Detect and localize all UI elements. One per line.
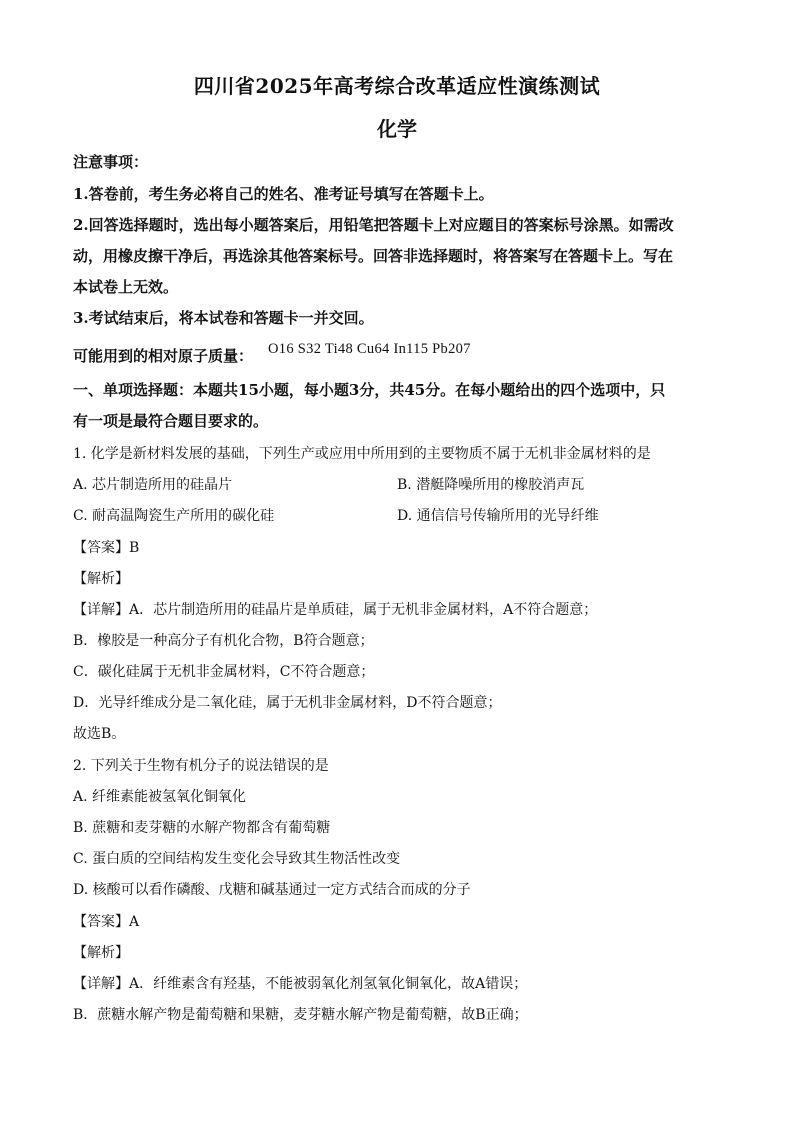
note-1: 1.答卷前，考生务必将自己的姓名、准考证号填写在答题卡上。: [73, 185, 494, 203]
q1-option-c: C. 耐高温陶瓷生产所用的碳化硅: [73, 508, 275, 524]
q2-option-b: B. 蔗糖和麦芽糖的水解产物都含有葡萄糖: [73, 820, 331, 836]
page-title: 四川省2025年高考综合改革适应性演练测试: [193, 74, 601, 98]
note-2-line-2: 动，用橡皮擦干净后，再选涂其他答案标号。回答非选择题时，将答案写在答题卡上。写在: [73, 247, 674, 265]
notes-heading: 注意事项：: [73, 153, 149, 171]
q2-analysis-label: 【解析】: [73, 945, 129, 961]
subject-title: 化学: [377, 117, 417, 141]
q2-option-c: C. 蛋白质的空间结构发生变化会导致其生物活性改变: [73, 851, 401, 867]
q1-detail: 【详解】A．芯片制造所用的硅晶片是单质硅，属于无机非金属材料，A不符合题意；: [73, 602, 598, 618]
section-1-line-1: 一、单项选择题：本题共15小题，每小题3分，共45分。在每小题给出的四个选项中，只: [73, 381, 666, 399]
q1-analysis-label: 【解析】: [73, 571, 129, 587]
q2-option-d: D. 核酸可以看作磷酸、戊糖和碱基通过一定方式结合而成的分子: [73, 882, 471, 898]
q1-conclusion: 故选B。: [73, 726, 126, 742]
q1-explain-c: C．碳化硅属于无机非金属材料，C不符合题意；: [73, 664, 375, 680]
note-2-line-3: 本试卷上无效。: [73, 278, 179, 296]
q2-stem: 2. 下列关于生物有机分子的说法错误的是: [73, 758, 329, 774]
q2-detail: 【详解】A．纤维素含有羟基，不能被弱氧化剂氢氧化铜氧化，故A错误；: [73, 976, 528, 992]
q1-explain-b: B．橡胶是一种高分子有机化合物，B符合题意；: [73, 633, 374, 649]
note-3: 3.考试结束后，将本试卷和答题卡一并交回。: [73, 309, 374, 327]
q1-option-a: A. 芯片制造所用的硅晶片: [73, 477, 233, 493]
section-1-line-2: 有一项是最符合题目要求的。: [73, 412, 269, 430]
q1-option-d: D. 通信信号传输所用的光导纤维: [397, 508, 599, 524]
atomic-mass-label: 可能用到的相对原子质量：: [73, 347, 254, 365]
q1-answer: 【答案】B: [73, 540, 140, 556]
q1-stem: 1. 化学是新材料发展的基础，下列生产或应用中所用到的主要物质不属于无机非金属材料的是: [73, 446, 651, 462]
q1-explain-d: D．光导纤维成分是二氧化硅，属于无机非金属材料，D不符合题意；: [73, 695, 502, 711]
q2-option-a: A. 纤维素能被氢氧化铜氧化: [73, 789, 247, 805]
q1-option-b: B. 潜艇降噪所用的橡胶消声瓦: [397, 477, 585, 493]
atomic-mass-values: O16 S32 Ti48 Cu64 In115 Pb207: [268, 341, 471, 357]
note-2-line-1: 2.回答选择题时，选出每小题答案后，用铅笔把答题卡上对应题目的答案标号涂黑。如需改: [73, 216, 674, 234]
q2-explain-b: B．蔗糖水解产物是葡萄糖和果糖，麦芽糖水解产物是葡萄糖，故B正确；: [73, 1007, 528, 1023]
q2-answer: 【答案】A: [73, 914, 140, 930]
